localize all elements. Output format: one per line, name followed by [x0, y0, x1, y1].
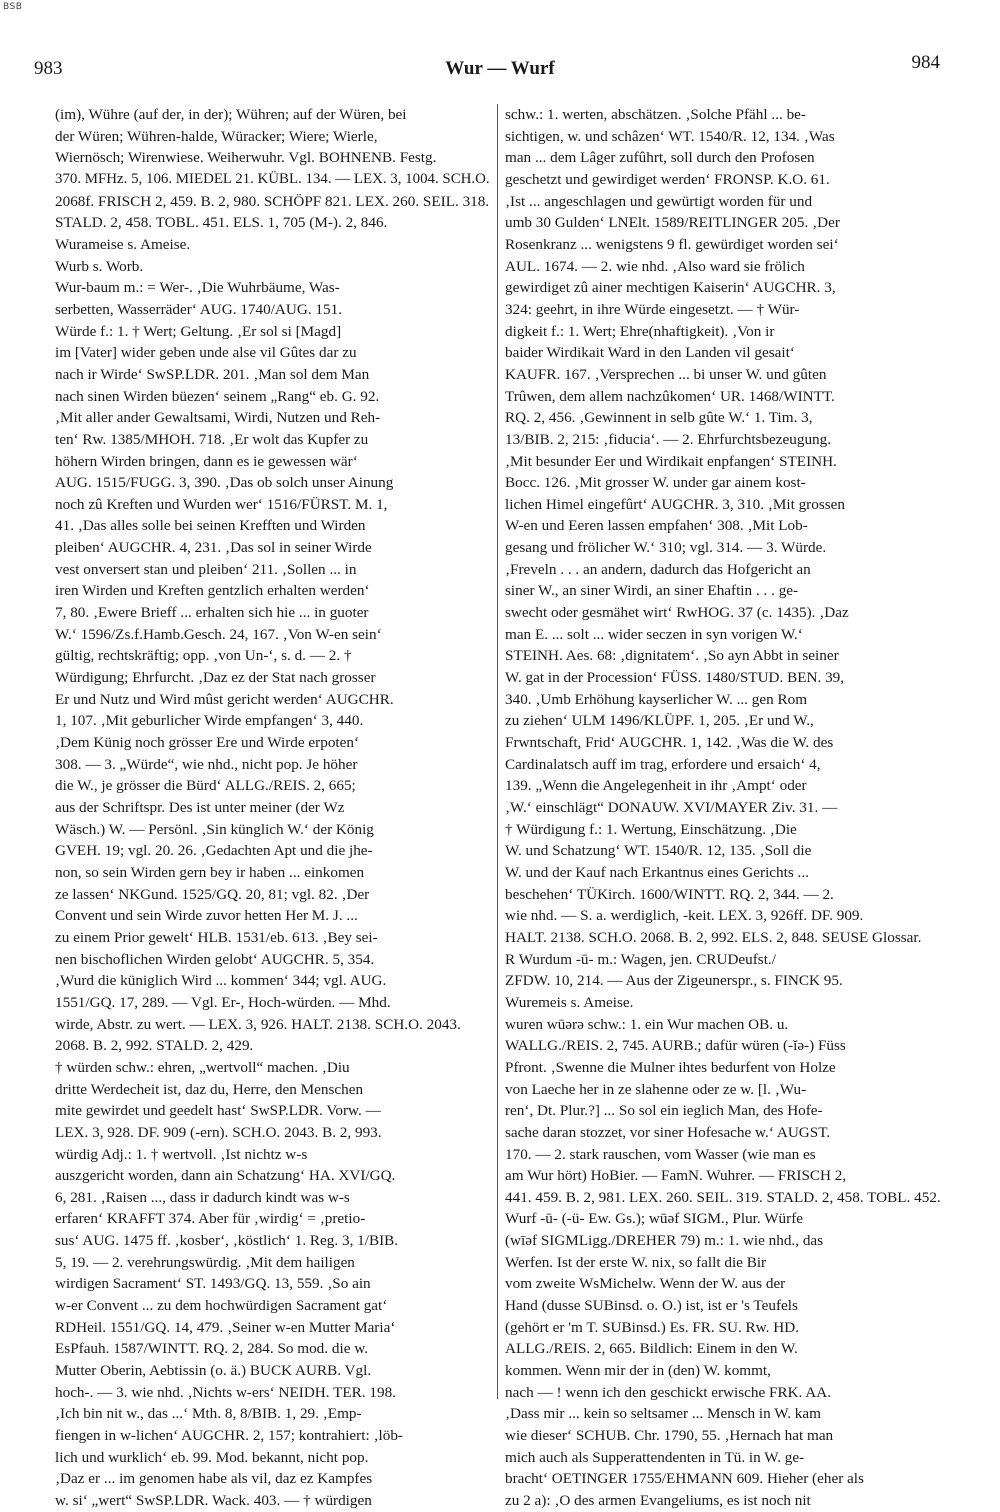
text-line: (im), Wühre (auf der, in der); Wühren; auf der Würen, bei: [55, 106, 407, 123]
text-line: 441. 459. B. 2, 981. LEX. 260. SEIL. 319. STALD. 2, 458. TOBL. 452.: [505, 1188, 941, 1206]
text-line: HALT. 2138. SCH.O. 2068. B. 2, 992. ELS. 2, 848. SEUSE Glossar.: [505, 928, 922, 946]
text-line: Mutter Oberin, Aebtissin (o. ä.) BUCK AURB. Vgl.: [55, 1362, 372, 1380]
text-line: ‚Freveln . . . an andern, dadurch das Hofgericht an: [505, 560, 811, 578]
text-line: Hand (dusse SUBinsd. o. O.) ist, ist er 's Teufels: [505, 1297, 798, 1315]
text-line: Werfen. Ist der erste W. nix, so fallt die Bir: [505, 1253, 767, 1271]
text-line: Wur-baum m.: = Wer-. ‚Die Wuhrbäume, Was-: [55, 279, 340, 297]
text-line: gültig, rechtskräftig; opp. ‚von Un-‘, s. d. — 2. †: [55, 647, 352, 665]
text-line: 13/BIB. 2, 215: ‚fiducia‘. — 2. Ehrfurchtsbezeugung.: [505, 430, 832, 448]
text-line: Pfront. ‚Swenne die Mulner ihtes bedurfent von Holze: [505, 1058, 836, 1076]
text-line: auszgericht worden, dann ain Schatzung‘ HA. XVI/GQ.: [55, 1167, 396, 1185]
text-line: † Würdigung f.: 1. Wertung, Einschätzung. ‚Die: [505, 820, 797, 838]
text-line: sache daran stozzet, vor siner Hofesache w.‘ AUGST.: [505, 1123, 831, 1141]
text-line: man ... dem Lâger zufûhrt, soll durch den Profosen: [505, 149, 815, 167]
page-number-right: 984: [911, 52, 940, 73]
text-line: noch zû Kreften und Wurden wer‘ 1516/FÜRST. M. 1,: [55, 495, 388, 513]
text-line: umb 30 Gulden‘ LNElt. 1589/REITLINGER 205. ‚Der: [505, 214, 840, 232]
text-line: der Würen; Wühren-halde, Würacker; Wiere; Wierle,: [55, 127, 378, 145]
text-line: ‚Ist ... angeschlagen und gewürtigt worden für und: [505, 192, 813, 210]
text-line: ‚Dem Künig noch grösser Ere und Wirde erpoten‘: [55, 734, 360, 752]
text-line: ALLG./REIS. 2, 665. Bildlich: Einem in den W.: [505, 1340, 798, 1358]
text-line: wie nhd. — S. a. werdiglich, -keit. LEX. 3, 926ff. DF. 909.: [505, 907, 864, 925]
text-line: schw.: 1. werten, abschätzen. ‚Solche Pfähl ... be-: [505, 106, 806, 123]
text-line: (gehört er 'm T. SUBinsd.) Es. FR. SU. Rw. HD.: [505, 1318, 799, 1336]
text-line: ‚W.‘ einschlägt“ DONAUW. XVI/MAYER Ziv. 31. —: [505, 799, 838, 816]
text-line: ze lassen‘ NKGund. 1525/GQ. 20, 81; vgl. 82. ‚Der: [55, 885, 370, 903]
text-line: nach — ! wenn ich den geschickt erwische FRK. AA.: [505, 1383, 832, 1401]
text-line: 139. „Wenn die Angelegenheit in ihr ‚Ampt‘ oder: [505, 777, 807, 795]
text-line: 5, 19. — 2. verehrungswürdig. ‚Mit dem hailigen: [55, 1253, 355, 1271]
text-line: 1551/GQ. 17, 289. — Vgl. Er-, Hoch-würden. — Mhd.: [55, 993, 391, 1011]
text-line: ‚Ich bin nit w., das ...‘ Mth. 8, 8/BIB. 1, 29. ‚Emp-: [55, 1405, 362, 1423]
text-line: man E. ... solt ... wider seczen in syn vorigen W.‘: [505, 625, 803, 643]
text-line: (wīəf SIGMLigg./DREHER 79) m.: 1. wie nhd., das: [505, 1232, 824, 1250]
text-line: KAUFR. 167. ‚Versprechen ... bi unser W. und gûten: [505, 365, 827, 383]
text-line: LEX. 3, 928. DF. 909 (-ern). SCH.O. 2043. B. 2, 993.: [55, 1123, 382, 1141]
text-line: geschetzt und gewirdiget werden‘ FRONSP. K.O. 61.: [505, 170, 830, 188]
text-line: WALLG./REIS. 2, 745. AURB.; dafür würen (-ĭə-) Füss: [505, 1037, 846, 1055]
text-line: lichen Himel eingefûrt‘ AUGCHR. 3, 310. ‚Mit grossen: [505, 495, 845, 513]
text-line: erfaren‘ KRAFFT 374. Aber für ‚wirdig‘ = ‚pretio-: [55, 1210, 366, 1228]
text-line: Wäsch.) W. — Persönl. ‚Sin künglich W.‘ der König: [55, 820, 374, 838]
text-line: Er und Nutz und Wird mûst gericht werden‘ AUGCHR.: [55, 690, 394, 708]
text-line: Trûwen, dem allem nachzûkomen‘ UR. 1468/WINTT.: [505, 387, 835, 405]
text-line: dritte Werdecheit ist, daz du, Herre, den Menschen: [55, 1080, 364, 1098]
text-line: im [Vater] wider geben unde alse vil Gûtes dar zu: [55, 344, 357, 362]
text-line: baider Wirdikait Ward in den Landen vil gesait‘: [505, 344, 795, 362]
text-line: GVEH. 19; vgl. 20. 26. ‚Gedachten Apt und die jhe-: [55, 842, 373, 860]
text-line: von Laeche her in ze slahenne oder ze w. [l. ‚Wu-: [505, 1080, 807, 1098]
text-line: ‚Wurd die küniglich Wird ... kommen‘ 344; vgl. AUG.: [55, 972, 387, 990]
text-line: pleiben‘ AUGCHR. 4, 231. ‚Das sol in seiner Wirde: [55, 539, 372, 557]
text-line: R Wurdum -ū- m.: Wagen, jen. CRUDeufst./: [505, 950, 776, 968]
text-line: bracht‘ OETINGER 1755/EHMANN 609. Hieher (eher als: [505, 1470, 864, 1488]
text-line: Wuremeis s. Ameise.: [505, 993, 634, 1011]
text-line: ten‘ Rw. 1385/MHOH. 718. ‚Er wolt das Kupfer zu: [55, 430, 369, 448]
text-line: Cardinalatsch auff im trag, erfordere und ersaich‘ 4,: [505, 755, 821, 773]
text-line: nach ir Wirde‘ SwSP.LDR. 201. ‚Man sol dem Man: [55, 365, 370, 383]
text-line: Bocc. 126. ‚Mit grosser W. under gar ainem kost-: [505, 474, 806, 492]
text-line: RQ. 2, 456. ‚Gewinnent in selb gûte W.‘ 1. Tim. 3,: [505, 409, 813, 427]
text-line: zu einem Prior gewelt‘ HLB. 1531/eb. 613. ‚Bey sei-: [55, 928, 378, 946]
running-head: Wur — Wurf: [445, 58, 555, 79]
text-line: beschehen‘ TÜKirch. 1600/WINTT. RQ. 2, 344. — 2.: [505, 885, 834, 903]
text-line: wirdigen Sacrament‘ ST. 1493/GQ. 13, 559. ‚So ain: [55, 1275, 371, 1293]
text-line: 6, 281. ‚Raisen ..., dass ir dadurch kindt was w-s: [55, 1188, 350, 1206]
text-line: kommen. Wenn mir der in (den) W. kommt,: [505, 1362, 771, 1380]
text-line: Würde f.: 1. † Wert; Geltung. ‚Er sol si [Magd]: [55, 322, 342, 340]
text-line: sichtigen, w. und schâzen‘ WT. 1540/R. 12, 134. ‚Was: [505, 127, 835, 145]
text-line: AUG. 1515/FUGG. 3, 390. ‚Das ob solch unser Ainung: [55, 474, 394, 492]
text-line: gewirdiget zû ainer mechtigen Kaiserin‘ AUGCHR. 3,: [505, 279, 836, 297]
text-line: wie dieser‘ SCHUB. Chr. 1790, 55. ‚Hernach hat man: [505, 1427, 834, 1445]
text-line: am Wur hört) HoBier. — FamN. Wuhrer. — FRISCH 2,: [505, 1167, 847, 1185]
text-line: iren Wirden und Kreften gentzlich erhalten werden‘: [55, 582, 370, 600]
text-line: ‚Mit besunder Eer und Wirdikait enpfangen‘ STEINH.: [505, 452, 837, 470]
text-line: W.‘ 1596/Zs.f.Hamb.Gesch. 24, 167. ‚Von W-en sein‘: [55, 625, 382, 643]
text-line: höhern Wirden bringen, dann es ie gewessen wär‘: [55, 452, 358, 470]
text-line: siner W., an siner Wirdi, an siner Ehaftin . . . ge-: [505, 582, 799, 600]
library-stamp: BSB: [3, 2, 23, 12]
text-line: ‚Mit aller ander Gewaltsami, Wirdi, Nutzen und Reh-: [55, 409, 381, 427]
text-line: nach sinen Wirden büezen‘ seinem „Rang“ eb. G. 92.: [55, 387, 380, 405]
text-line: ren‘, Dt. Plur.?] ... So sol ein ieglich Man, des Hofe-: [505, 1102, 823, 1120]
text-line: RDHeil. 1551/GQ. 14, 479. ‚Seiner w-en Mutter Maria‘: [55, 1318, 396, 1336]
text-line: 7, 80. ‚Ewere Brieff ... erhalten sich hie ... in guoter: [55, 604, 369, 622]
text-line: vom zweite WsMichelw. Wenn der W. aus der: [505, 1275, 786, 1293]
text-line: Wiernösch; Wirenwiese. Weiherwuhr. Vgl. BOHNENB. Festg.: [55, 149, 437, 167]
text-line: AUL. 1674. — 2. wie nhd. ‚Also ward sie frölich: [505, 257, 805, 275]
text-line: 41. ‚Das alles solle bei seinen Krefften und Wirden: [55, 517, 366, 535]
text-line: non, so sein Wirden gern bey ir haben ... einkomen: [55, 863, 365, 881]
text-line: Wurameise s. Ameise.: [55, 235, 191, 253]
text-line: Rosenkranz ... wenigstens 9 fl. gewürdiget worden sei‘: [505, 235, 839, 253]
text-line: sus‘ AUG. 1475 ff. ‚kosber‘, ‚köstlich‘ 1. Reg. 3, 1/BIB.: [55, 1232, 399, 1250]
text-line: Convent und sein Wirde zuvor hetten Her M. J. ...: [55, 907, 358, 925]
text-line: würdig Adj.: 1. † wertvoll. ‚Ist nichtz w-s: [55, 1145, 308, 1163]
text-line: W. gat in der Procession‘ FÜSS. 1480/STUD. BEN. 39,: [505, 669, 845, 687]
text-line: EsPfauh. 1587/WINTT. RQ. 2, 284. So mod. die w.: [55, 1340, 369, 1358]
text-line: 308. — 3. „Würde“, wie nhd., nicht pop. Je höher: [55, 755, 358, 773]
text-line: Frwntschaft, Frid‘ AUGCHR. 1, 142. ‚Was die W. des: [505, 734, 834, 752]
text-line: fiengen in w-lichen‘ AUGCHR. 2, 157; kontrahiert: ‚löb-: [55, 1427, 403, 1445]
text-line: vest onversert stan und pleiben‘ 211. ‚Sollen ... in: [55, 560, 357, 578]
text-line: digkeit f.: 1. Wert; Ehre(nhaftigkeit). ‚Von ir: [505, 322, 775, 340]
text-line: 370. MFHz. 5, 106. MIEDEL 21. KÜBL. 134. — LEX. 3, 1004. SCH.O.: [55, 170, 490, 187]
text-line: Wurb s. Worb.: [55, 257, 144, 275]
text-line: w. si‘ „wert“ SwSP.LDR. Wack. 403. — † würdigen: [55, 1492, 372, 1509]
text-line: 324: geehrt, in ihre Würde eingesetzt. — † Wür-: [505, 300, 800, 318]
text-line: ‚Dass mir ... kein so seltsamer ... Mensch in W. kam: [505, 1405, 821, 1423]
left-column: [55, 104, 497, 1509]
text-line: serbetten, Wasserräder‘ AUG. 1740/AUG. 151.: [55, 300, 342, 318]
column-divider: [497, 104, 498, 1399]
text-line: ZFDW. 10, 214. — Aus der Zigeunerspr., s. FINCK 95.: [505, 972, 843, 990]
text-line: W. und der Kauf nach Erkantnus eines Gerichts ...: [505, 863, 809, 881]
text-line: W-en und Eeren lassen empfahen‘ 308. ‚Mit Lob-: [505, 517, 808, 535]
text-line: Würdigung; Ehrfurcht. ‚Daz ez der Stat nach grosser: [55, 669, 376, 687]
text-line: gesang und frölicher W.‘ 310; vgl. 314. — 3. Würde.: [505, 539, 827, 557]
text-line: 2068. B. 2, 992. STALD. 2, 429.: [55, 1037, 254, 1055]
text-line: mite gewirdet und geedelt hast‘ SwSP.LDR. Vorw. —: [55, 1102, 381, 1120]
text-line: w-er Convent ... zu dem hochwürdigen Sacrament gat‘: [55, 1297, 388, 1315]
text-line: wuren wūərə schw.: 1. ein Wur machen OB. u.: [505, 1015, 789, 1033]
text-line: mich auch als Supperattendenten in Tü. in W. ge-: [505, 1448, 805, 1466]
right-column: [505, 104, 941, 1509]
text-line: hoch-. — 3. wie nhd. ‚Nichts w-ers‘ NEIDH. TER. 198.: [55, 1383, 396, 1401]
text-line: nen bischoflichen Wirden gelobt‘ AUGCHR. 5, 354.: [55, 950, 375, 968]
text-line: 340. ‚Umb Erhöhung kayserlicher W. ... gen Rom: [505, 690, 808, 708]
text-line: Wurf -ū- (-ü- Ew. Gs.); wūəf SIGM., Plur. Würfe: [505, 1210, 804, 1228]
text-line: 1, 107. ‚Mit geburlicher Wirde empfangen‘ 3, 440.: [55, 712, 364, 730]
text-line: † würden schw.: ehren, „wertvoll“ machen. ‚Diu: [55, 1058, 350, 1076]
text-line: zu ziehen‘ ULM 1496/KLÜPF. 1, 205. ‚Er und W.,: [505, 712, 814, 730]
text-line: STEINH. Aes. 68: ‚dignitatem‘. ‚So ayn Abbt in seiner: [505, 647, 839, 665]
page-number-left: 983: [34, 58, 63, 79]
text-line: aus der Schriftspr. Des ist unter meiner (der Wz: [55, 799, 345, 816]
text-line: die W., je grösser die Bürd‘ ALLG./REIS. 2, 665;: [55, 777, 356, 795]
text-line: ‚Daz er ... im genomen habe als vil, daz ez Kampfes: [55, 1470, 373, 1488]
text-line: lich und wurklich‘ eb. 99. Mod. bekannt, nicht pop.: [55, 1448, 369, 1466]
text-line: 2068f. FRISCH 2, 459. B. 2, 980. SCHÖPF 821. LEX. 260. SEIL. 318.: [55, 192, 490, 210]
text-line: zu 2 a): ‚O des armen Evangeliums, es ist noch nit: [505, 1492, 811, 1509]
text-line: wirde, Abstr. zu wert. — LEX. 3, 926. HALT. 2138. SCH.O. 2043.: [55, 1015, 461, 1033]
text-line: W. und Schatzung‘ WT. 1540/R. 12, 135. ‚Soll die: [505, 842, 812, 860]
text-line: swecht oder gesmähet wirt‘ RwHOG. 37 (c. 1435). ‚Daz: [505, 604, 849, 622]
text-line: 170. — 2. stark rauschen, vom Wasser (wie man es: [505, 1145, 816, 1163]
text-line: STALD. 2, 458. TOBL. 451. ELS. 1, 705 (M-). 2, 846.: [55, 214, 388, 232]
